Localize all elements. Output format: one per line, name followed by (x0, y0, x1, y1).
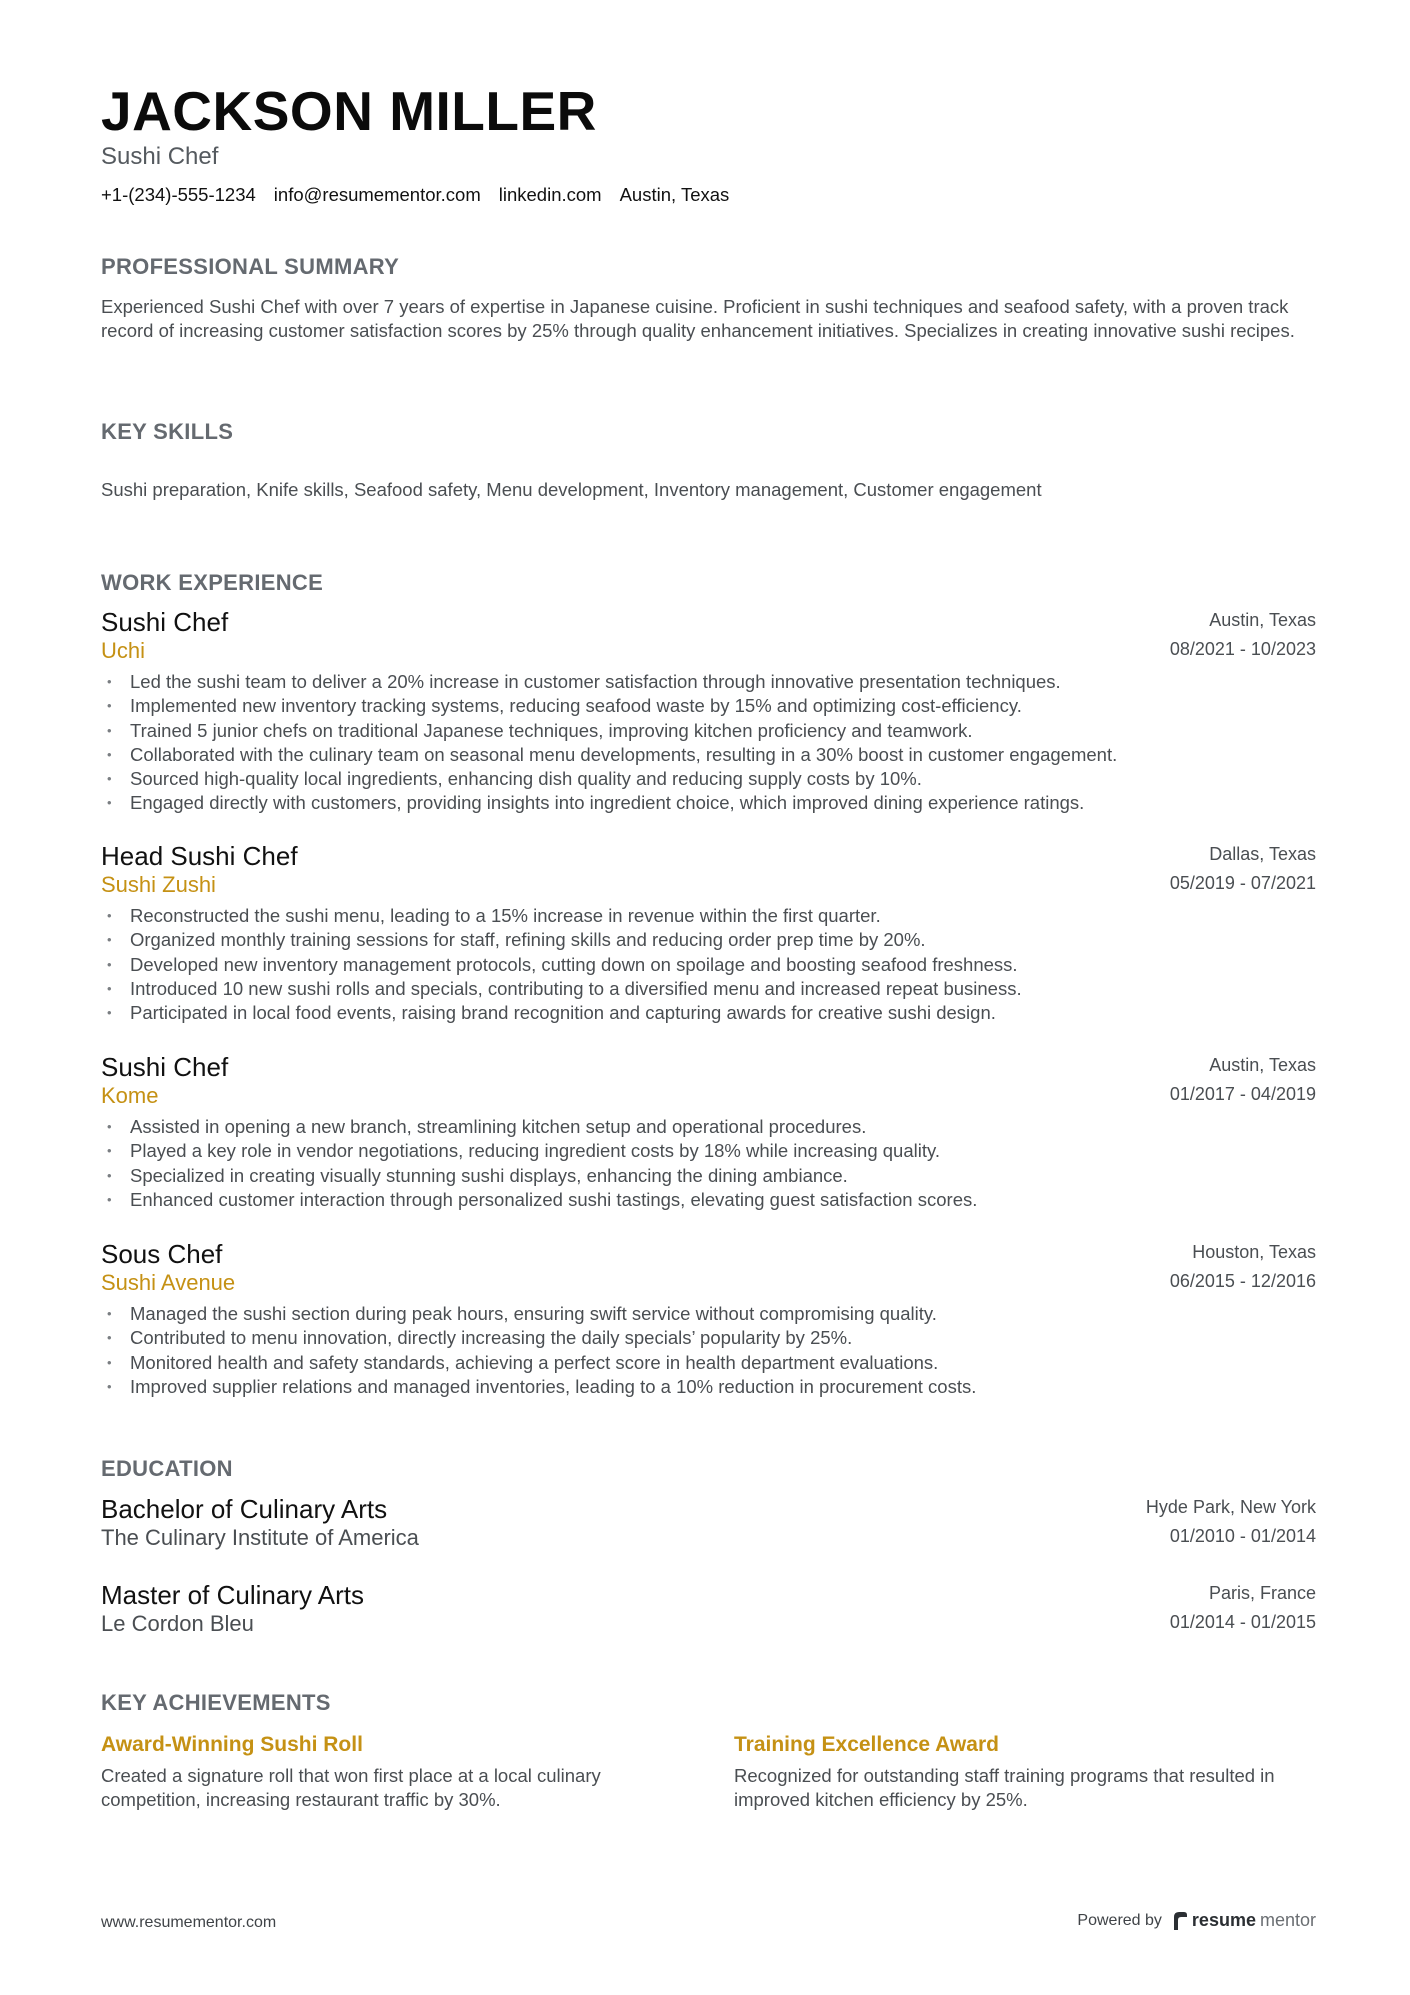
resume-page (101, 0, 1316, 1995)
achievement-text: Created a signature roll that won first place at a local culinary competition, increasing restaurant traffic by 30%. (101, 1765, 601, 1810)
job-entry (101, 843, 1316, 1025)
bullet-item: • Participated in local food events, raising brand recognition and capturing awards for creative sushi design. (101, 1001, 1316, 1025)
bullet-item: • Specialized in creating visually stunning sushi displays, enhancing the dining ambiance. (101, 1164, 1316, 1188)
brand-name-light: mentor (1259, 1910, 1316, 1930)
achievement-card (734, 1734, 1304, 1812)
job-dates: 01/2017 - 04/2019 (1169, 1084, 1316, 1104)
degree: Master of Culinary Arts (101, 1580, 364, 1610)
job-entry (101, 1241, 1316, 1399)
achievement-text: Recognized for outstanding staff training programs that resulted in improved kitchen efficiency by 25%. (734, 1765, 1275, 1810)
bullet-item: • Played a key role in vendor negotiations, reducing ingredient costs by 18% while increasing quality. (101, 1139, 1316, 1163)
education-entry (101, 1582, 1316, 1642)
bullet-item: • Engaged directly with customers, providing insights into ingredient choice, which improved dining experience ratings. (101, 791, 1316, 815)
bullet-item: • Implemented new inventory tracking systems, reducing seafood waste by 15% and optimizing cost-efficiency. (101, 694, 1316, 718)
candidate-name: JACKSON MILLER (101, 80, 597, 142)
job-dates: 06/2015 - 12/2016 (1169, 1271, 1316, 1291)
powered-by-label: Powered by (1077, 1911, 1162, 1929)
degree: Bachelor of Culinary Arts (101, 1494, 388, 1524)
job-role: Head Sushi Chef (101, 841, 298, 871)
phone: +1-(234)-555-1234 (101, 184, 256, 205)
footer-website-link[interactable]: www.resumementor.com (101, 1914, 277, 1931)
summary-text: Experienced Sushi Chef with over 7 years of expertise in Japanese cuisine. Proficient in sushi techniques and seafood safety, with a proven track record of increasing customer satisfaction scores by 25% through quality enhancement initiatives. Specializes in creating innovative sushi recipes. (101, 296, 1295, 341)
job-location: Dallas, Texas (1209, 844, 1316, 864)
bullet-item: • Reconstructed the sushi menu, leading to a 15% increase in revenue within the first quarter. (101, 904, 1316, 928)
job-dates: 08/2021 - 10/2023 (1169, 639, 1316, 659)
achievements-heading: KEY ACHIEVEMENTS (101, 1690, 331, 1715)
summary-heading: PROFESSIONAL SUMMARY (101, 254, 400, 279)
job-role: Sushi Chef (101, 1052, 229, 1082)
resumementor-logo[interactable] (1172, 1910, 1316, 1931)
bullet-item: • Developed new inventory management protocols, cutting down on spoilage and boosting seafood freshness. (101, 953, 1316, 977)
resumementor-logo-icon (1172, 1911, 1188, 1931)
skills-text: Sushi preparation, Knife skills, Seafood safety, Menu development, Inventory management, Customer engagement (101, 479, 1042, 500)
bullet-item: • Improved supplier relations and managed inventories, leading to a 10% reduction in procurement costs. (101, 1375, 1316, 1399)
contact-info (101, 184, 729, 206)
school: Le Cordon Bleu (101, 1611, 254, 1636)
job-company: Sushi Zushi (101, 872, 216, 897)
job-location: Houston, Texas (1192, 1242, 1316, 1262)
achievement-title: Training Excellence Award (734, 1733, 999, 1756)
job-bullets (101, 1115, 1316, 1212)
job-company: Sushi Avenue (101, 1270, 236, 1295)
email[interactable]: info@resumementor.com (273, 184, 481, 205)
education-heading: EDUCATION (101, 1456, 233, 1481)
job-dates: 05/2019 - 07/2021 (1169, 873, 1316, 893)
education-dates: 01/2014 - 01/2015 (1169, 1612, 1316, 1632)
achievement-card (101, 1734, 671, 1812)
bullet-item: • Assisted in opening a new branch, streamlining kitchen setup and operational procedures. (101, 1115, 1316, 1139)
job-company: Uchi (101, 638, 146, 663)
bullet-item: • Collaborated with the culinary team on seasonal menu developments, resulting in a 30% boost in customer engagement. (101, 743, 1316, 767)
candidate-title: Sushi Chef (101, 143, 219, 170)
job-location: Austin, Texas (1209, 610, 1316, 630)
job-role: Sushi Chef (101, 607, 229, 637)
bullet-item: • Contributed to menu innovation, directly increasing the daily specials’ popularity by 25%. (101, 1326, 1316, 1350)
job-bullets (101, 1302, 1316, 1399)
bullet-item: • Introduced 10 new sushi rolls and specials, contributing to a diversified menu and increased repeat business. (101, 977, 1316, 1001)
experience-heading: WORK EXPERIENCE (101, 570, 324, 595)
bullet-item: • Sourced high-quality local ingredients, enhancing dish quality and reducing supply costs by 10%. (101, 767, 1316, 791)
bullet-item: • Led the sushi team to deliver a 20% increase in customer satisfaction through innovative presentation techniques. (101, 670, 1316, 694)
powered-by (1077, 1910, 1316, 1931)
education-dates: 01/2010 - 01/2014 (1169, 1526, 1316, 1546)
job-location: Austin, Texas (1209, 1055, 1316, 1075)
brand-name-bold: resume (1191, 1910, 1256, 1930)
job-entry (101, 1054, 1316, 1212)
skills-heading: KEY SKILLS (101, 419, 234, 444)
location: Austin, Texas (619, 184, 730, 205)
linkedin[interactable]: linkedin.com (498, 184, 602, 205)
bullet-item: • Organized monthly training sessions for staff, refining skills and reducing order prep time by 20%. (101, 928, 1316, 952)
bullet-item: • Trained 5 junior chefs on traditional Japanese techniques, improving kitchen proficiency and teamwork. (101, 719, 1316, 743)
job-company: Kome (101, 1083, 159, 1108)
school: The Culinary Institute of America (101, 1525, 419, 1550)
education-location: Paris, France (1208, 1583, 1316, 1603)
education-entry (101, 1496, 1316, 1556)
bullet-item: • Monitored health and safety standards, achieving a perfect score in health department evaluations. (101, 1351, 1316, 1375)
achievement-title: Award-Winning Sushi Roll (101, 1733, 363, 1756)
bullet-item: • Managed the sushi section during peak hours, ensuring swift service without compromising quality. (101, 1302, 1316, 1326)
job-entry (101, 609, 1316, 816)
job-bullets (101, 904, 1316, 1025)
job-bullets (101, 670, 1316, 816)
education-location: Hyde Park, New York (1145, 1497, 1316, 1517)
job-role: Sous Chef (101, 1239, 223, 1269)
bullet-item: • Enhanced customer interaction through personalized sushi tastings, elevating guest satisfaction scores. (101, 1188, 1316, 1212)
